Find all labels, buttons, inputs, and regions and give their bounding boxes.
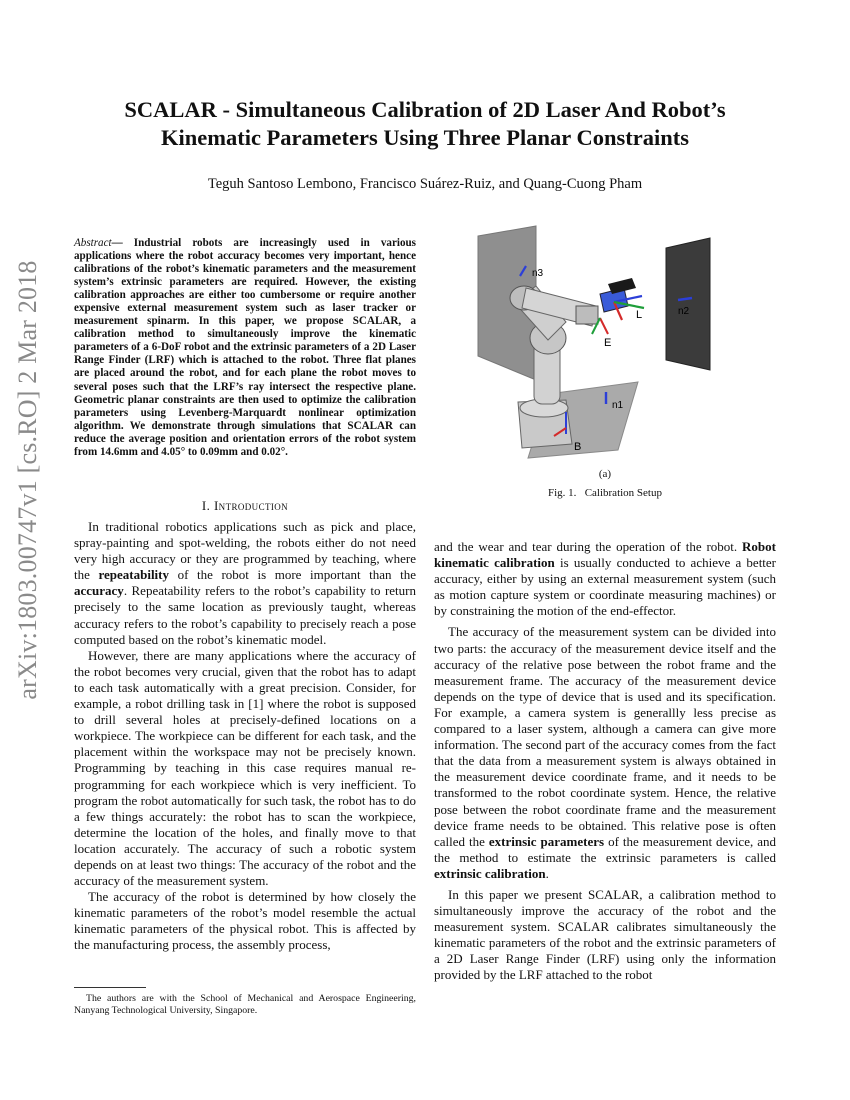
abstract-label: Abstract bbox=[74, 237, 112, 249]
abstract-text: — Industrial robots are increasingly used in various applications where the robot accuracy becomes very important, hence calibrations of the robot’s kinematic parameters and the measurement system’s extrinsic parameters are required. However, the existing calibration approaches are either too cumbersome or require another expensive external measurement system such as laser tracker or measurement spinarm. In this paper, we propose SCALAR, a calibration method to simultaneously improve the kinematic parameters of a 6-DoF robot and the extrinsic parameters of a 2D Laser Range Finder (LRF) which is attached to the robot. Three flat planes are placed around the robot, and for each plane the robot moves to several poses such that the LRF’s ray intersect the respective plane. Geometric planar constraints are then used to optimize the calibration parameters using Levenberg-Marquardt nonlinear optimization algorithm. We demonstrate through simulations that SCALAR can reduce the average position and orientation errors of the robot system from 14.6mm and 4.05° to 0.09mm and 0.02°. bbox=[74, 237, 416, 458]
label-B: B bbox=[574, 441, 582, 453]
right-column-body bbox=[434, 539, 776, 984]
paragraph: and the wear and tear during the operation of the robot. Robot kinematic calibration is usually conducted to achieve a better accuracy, either by using an external measurement system (such as motion capture system or coordinate measuring machines) or by constraining the motion of the end-effector. bbox=[434, 539, 777, 619]
label-n3: n3 bbox=[532, 268, 544, 279]
paragraph: The accuracy of the measurement system can be divided into two parts: the accuracy of the measurement device itself and the accuracy of the relative pose between the robot frame and the measurement frame. The accuracy of the measurement device depends on the type of device that is used and its specification. For example, a camera system is generallly less precise as compared to a laser system, although a camera can give more information. The second part of the accuracy comes from the fact that the data from a measurement system is always obtained in the measurement device coordinate frame, and it needs to be transformed to the robot coordinate system. Hence, the relative pose between the robot coordinate frame and the measurement device frame needs to be obtained. This relative pose is often called the extrinsic parameters of the measurement device, and the method to estimate the extrinsic parameters is called extrinsic calibration. bbox=[434, 624, 776, 881]
paragraph: In this paper we present SCALAR, a calibration method to simultaneously improve the accuracy of the robot and the measurement system. SCALAR calibrates simultaneously the kinematic parameters of the robot and the extrinsic parameters of a 2D Laser Range Finder (LRF) using only the information provided by the LRF attached to the robot bbox=[434, 886, 776, 983]
abstract bbox=[74, 237, 416, 459]
paragraph: In traditional robotics applications such as pick and place, spray-painting and spot-welding, the robots either do not need very high accuracy or they are programmed by teaching, where the repeatability of the robot is more important than the accuracy. Repeatability refers to the robot’s capability to return precisely to the same location as previously taught, whereas accuracy refers to the robot’s capability to precisely reach a pose computed based on the robot’s kinematic model. bbox=[74, 519, 416, 647]
title-line-1: SCALAR - Simultaneous Calibration of 2D Laser And Robot’s bbox=[124, 97, 726, 122]
label-L: L bbox=[636, 309, 643, 321]
paragraph: The accuracy of the robot is determined by how closely the kinematic parameters of the robot’s model resemble the actual kinematic parameters of the physical robot. This is affected by the manufacturing process, the assembly process, bbox=[74, 889, 416, 953]
label-E: E bbox=[604, 337, 612, 349]
author-list: Teguh Santoso Lembono, Francisco Suárez-Ruiz, and Quang-Cuong Pham bbox=[207, 176, 643, 192]
section-heading: I. Introduction bbox=[201, 498, 289, 513]
paragraph: However, there are many applications where the accuracy of the robot becomes very crucial, given that the robot has to adapt to each task automatically with a great precision. Consider, for example, a robot drilling task in [1] where the robot is supposed to drill several holes at precisely-defined locations on a workpiece. The workpiece can be different for each task, and the placement within the workspace may not be precisely known. Programming by teaching in this case requires manual re-programming for each workpiece which is very inefficient. To program the robot automatically for such task, the robot has to do a few things accurately: the robot has to scan the workpiece, determine the location of the holes, and finally move to that location accurately. The accuracy of such a robotic system depends on at least two things: The accuracy of the robot and the accuracy of the measurement system. bbox=[74, 647, 416, 889]
footnote-rule bbox=[74, 987, 146, 988]
figure-caption: Fig. 1. Calibration Setup bbox=[548, 487, 662, 499]
plane-n2 bbox=[666, 238, 710, 370]
arxiv-identifier: arXiv:1803.00747v1 [cs.RO] 2 Mar 2018 bbox=[13, 260, 42, 700]
calibration-setup-figure bbox=[448, 222, 778, 462]
label-n1: n1 bbox=[612, 400, 624, 411]
footnote: The authors are with the School of Mechanical and Aerospace Engineering, Nanyang Technological University, Singapore. bbox=[74, 993, 416, 1016]
left-column-body bbox=[74, 519, 416, 954]
paper-title bbox=[60, 96, 790, 152]
figure-sublabel: (a) bbox=[598, 468, 612, 480]
label-n2: n2 bbox=[678, 306, 690, 317]
title-line-2: Kinematic Parameters Using Three Planar Constraints bbox=[160, 125, 690, 150]
